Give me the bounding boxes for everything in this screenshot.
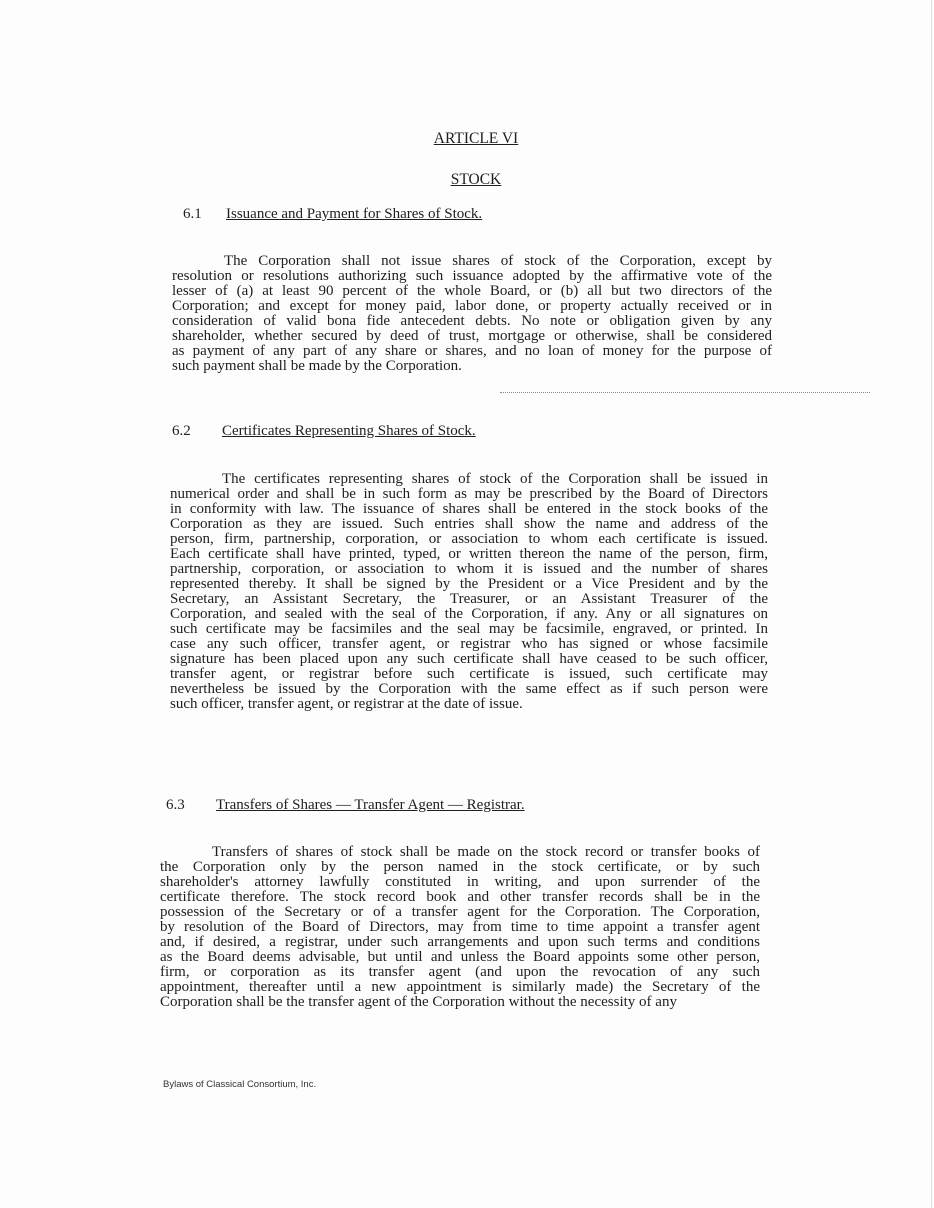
paragraph-line: appointment, thereafter until a new appointment is similarly made) the Secretary of the — [160, 979, 760, 995]
paragraph-line: nevertheless be issued by the Corporation with the same effect as if such person were — [170, 681, 768, 697]
paragraph-line: The certificates representing shares of stock of the Corporation shall be issued in — [222, 471, 768, 487]
paragraph-line: by resolution of the Board of Directors, may from time to time appoint a transfer agent — [160, 919, 760, 935]
paragraph-line: Corporation shall be the transfer agent of the Corporation without the necessity of any — [160, 994, 677, 1010]
paragraph-line: transfer agent, or registrar before such certificate is issued, such certificate may — [170, 666, 768, 682]
section-number: 6.2 — [172, 423, 191, 439]
section-6-1-paragraph — [172, 252, 772, 372]
paragraph-line: The Corporation shall not issue shares of stock of the Corporation, except by — [224, 253, 772, 269]
paragraph-line: such officer, transfer agent, or registrar at the date of issue. — [170, 696, 523, 712]
section-title: Certificates Representing Shares of Stock. — [222, 423, 476, 439]
paragraph-line: partnership, corporation, or association to whom it is issued and the number of shares — [170, 561, 768, 577]
paragraph-line: shareholder's attorney lawfully constituted in writing, and upon surrender of the — [160, 874, 760, 890]
paragraph-line: Transfers of shares of stock shall be made on the stock record or transfer books of — [212, 844, 760, 860]
section-title: Issuance and Payment for Shares of Stock. — [226, 206, 483, 222]
paragraph-line: person, firm, partnership, corporation, or association to whom each certificate is issued. — [170, 531, 768, 547]
section-number: 6.3 — [166, 797, 185, 813]
paragraph-line: shareholder, whether secured by deed of trust, mortgage or otherwise, shall be considered — [172, 328, 772, 344]
paragraph-line: and, if desired, a registrar, under such arrangements and upon such terms and conditions — [160, 934, 760, 950]
article-heading: ARTICLE VI — [433, 130, 519, 147]
paragraph-line: such certificate may be facsimiles and the seal may be facsimile, engraved, or printed. In — [170, 621, 768, 637]
paragraph-line: possession of the Secretary or of a transfer agent for the Corporation. The Corporation, — [160, 904, 760, 920]
section-6-2-paragraph — [170, 470, 768, 710]
paragraph-line: Corporation; and except for money paid, labor done, or property actually received or in — [172, 298, 772, 314]
footer-text: Bylaws of Classical Consortium, Inc. — [163, 1079, 317, 1090]
paragraph-line: signature has been placed upon any such certificate shall have ceased to be such officer, — [170, 651, 768, 667]
paragraph-line: as the Board deems advisable, but until and unless the Board appoints some other person, — [160, 949, 760, 965]
section-6-3-paragraph — [160, 843, 760, 1008]
paragraph-line: in conformity with law. The issuance of shares shall be entered in the stock books of the — [170, 501, 768, 517]
paragraph-line: the Corporation only by the person named in the stock certificate, or by such — [160, 859, 760, 875]
paragraph-line: firm, or corporation as its transfer agent (and upon the revocation of any such — [160, 964, 760, 980]
paragraph-line: Corporation as they are issued. Such entries shall show the name and address of the — [170, 516, 768, 532]
paragraph-line: represented thereby. It shall be signed by the President or a Vice President and by the — [170, 576, 768, 592]
paragraph-line: certificate therefore. The stock record book and other transfer records shall be in the — [160, 889, 760, 905]
paragraph-line: case any such officer, transfer agent, or registrar who has signed or whose facsimile — [170, 636, 768, 652]
paragraph-line: as payment of any part of any share or shares, and no loan of money for the purpose of — [172, 343, 772, 359]
section-heading: STOCK — [450, 171, 502, 188]
paragraph-line: Each certificate shall have printed, typed, or written thereon the name of the person, firm, — [170, 546, 768, 562]
paragraph-line: lesser of (a) at least 90 percent of the whole Board, or (b) all but two directors of the — [172, 283, 772, 299]
paragraph-line: Corporation, and sealed with the seal of the Corporation, if any. Any or all signatures on — [170, 606, 768, 622]
paragraph-line: numerical order and shall be in such form as may be prescribed by the Board of Directors — [170, 486, 768, 502]
section-number: 6.1 — [183, 206, 202, 222]
section-title: Transfers of Shares — Transfer Agent — Registrar. — [216, 797, 525, 813]
scan-artifact-dotted-line — [500, 392, 870, 393]
paragraph-line: resolution or resolutions authorizing such issuance adopted by the affirmative vote of the — [172, 268, 772, 284]
scan-edge — [931, 0, 932, 1208]
paragraph-line: Secretary, an Assistant Secretary, the Treasurer, or an Assistant Treasurer of the — [170, 591, 768, 607]
paragraph-line: consideration of valid bona fide antecedent debts. No note or obligation given by any — [172, 313, 772, 329]
paragraph-line: such payment shall be made by the Corporation. — [172, 358, 462, 374]
